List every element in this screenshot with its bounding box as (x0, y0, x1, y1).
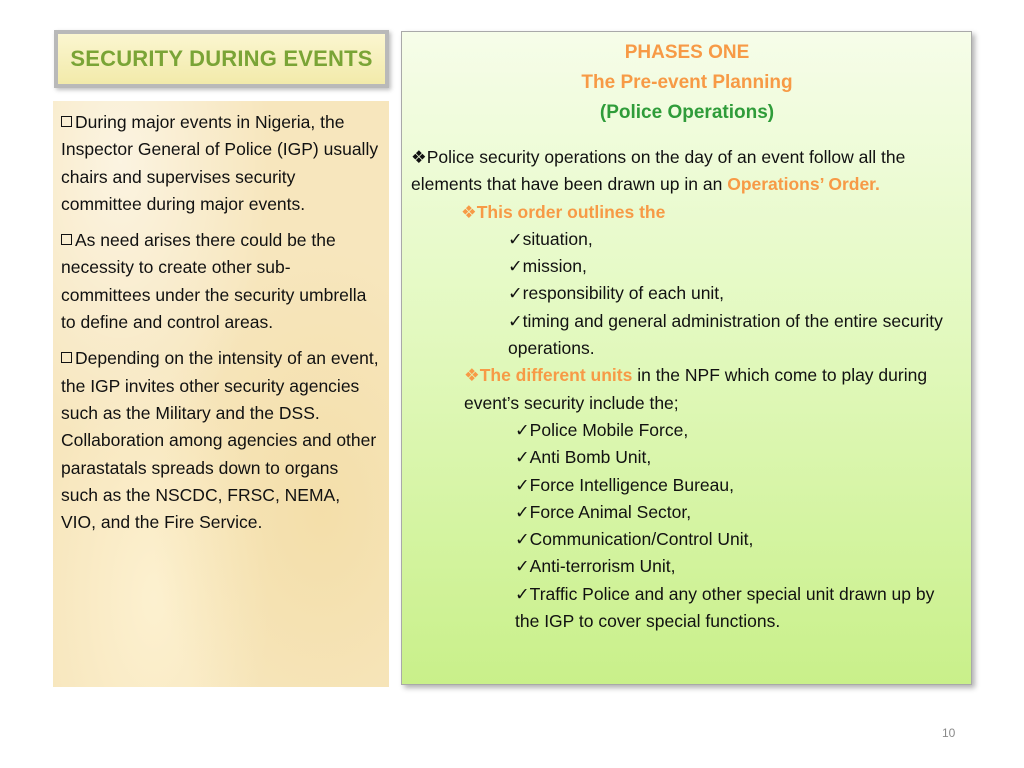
units-text: in the NPF which come to play during event’s security include the; (464, 365, 928, 413)
operations-order-highlight: Operations’ Order. (727, 174, 880, 195)
left-bullet-text: Depending on the intensity of an event, the IGP invites other security agencies such as the Military and the DSS. Collaboration among agencies and other parastatals spreads down to organs such as the NSCDC, FRSC, NEMA, VIO, and the Fire Service. (61, 348, 379, 533)
unit-item (515, 417, 963, 444)
order-outline-text: This order outlines the (476, 201, 666, 222)
checkmark-icon: ✓ (515, 419, 530, 440)
units-highlight: The different units (479, 365, 633, 386)
four-diamond-icon: ❖ (461, 201, 477, 222)
checkmark-icon: ✓ (508, 256, 523, 277)
unit-item-text: Police Mobile Force, (529, 419, 689, 440)
unit-item-text: Traffic Police and any other special unit drawn up by the IGP to cover special functions. (515, 583, 935, 632)
outline-item (508, 308, 963, 363)
checkmark-icon: ✓ (508, 283, 523, 304)
left-bullet-text: As need arises there could be the necessity to create other sub-committees under the security umbrella to define and control areas. (61, 230, 367, 333)
units-paragraph (411, 362, 963, 417)
unit-item-text: Communication/Control Unit, (529, 529, 754, 550)
unit-item (515, 553, 963, 580)
outline-item-text: timing and general administration of the entire security operations. (508, 310, 943, 359)
hollow-square-icon (61, 352, 72, 363)
outline-item-text: situation, (522, 228, 593, 249)
slide-title: SECURITY DURING EVENTS (70, 46, 373, 71)
title-box (54, 30, 389, 88)
operations-text: Police security operations on the day of an event follow all the elements that have been drawn up in an (411, 147, 906, 195)
unit-item-text: Anti-terrorism Unit, (529, 556, 676, 577)
four-diamond-icon: ❖ (464, 365, 480, 386)
unit-item-text: Force Intelligence Bureau, (529, 474, 734, 495)
unit-item (515, 526, 963, 553)
left-bullet (61, 227, 379, 336)
checkmark-icon: ✓ (515, 583, 530, 604)
hollow-square-icon (61, 116, 72, 127)
checkmark-icon: ✓ (515, 529, 530, 550)
unit-item (515, 499, 963, 526)
unit-item-text: Force Animal Sector, (529, 501, 692, 522)
page-number: 10 (942, 726, 956, 740)
right-content-box (401, 31, 972, 685)
outline-item (508, 226, 963, 253)
checkmark-icon: ✓ (515, 474, 530, 495)
outline-item-text: mission, (522, 256, 587, 277)
unit-item (515, 444, 963, 471)
left-bullet-text: During major events in Nigeria, the Inspector General of Police (IGP) usually chairs and supervises security committee during major events. (61, 112, 379, 214)
left-bullet (61, 109, 379, 218)
units-list (411, 417, 963, 635)
unit-item (515, 581, 963, 636)
operations-paragraph (411, 144, 963, 199)
phase-subheading: The Pre-event Planning (581, 72, 793, 93)
outline-item-text: responsibility of each unit, (522, 283, 725, 304)
checkmark-icon: ✓ (508, 228, 523, 249)
unit-item-text: Anti Bomb Unit, (529, 447, 652, 468)
checkmark-icon: ✓ (508, 310, 523, 331)
unit-item (515, 472, 963, 499)
left-content-box (53, 101, 389, 687)
left-bullet (61, 345, 379, 536)
phase-heading: PHASES ONE (624, 42, 750, 63)
outline-item (508, 280, 963, 307)
checkmark-icon: ✓ (515, 447, 530, 468)
checkmark-icon: ✓ (515, 501, 530, 522)
phase-operations-heading: (Police Operations) (599, 102, 775, 123)
outline-item (508, 253, 963, 280)
checkmark-icon: ✓ (515, 556, 530, 577)
hollow-square-icon (61, 234, 72, 245)
outline-list (411, 226, 963, 362)
four-diamond-icon: ❖ (411, 147, 427, 167)
order-outline-line (411, 199, 963, 226)
